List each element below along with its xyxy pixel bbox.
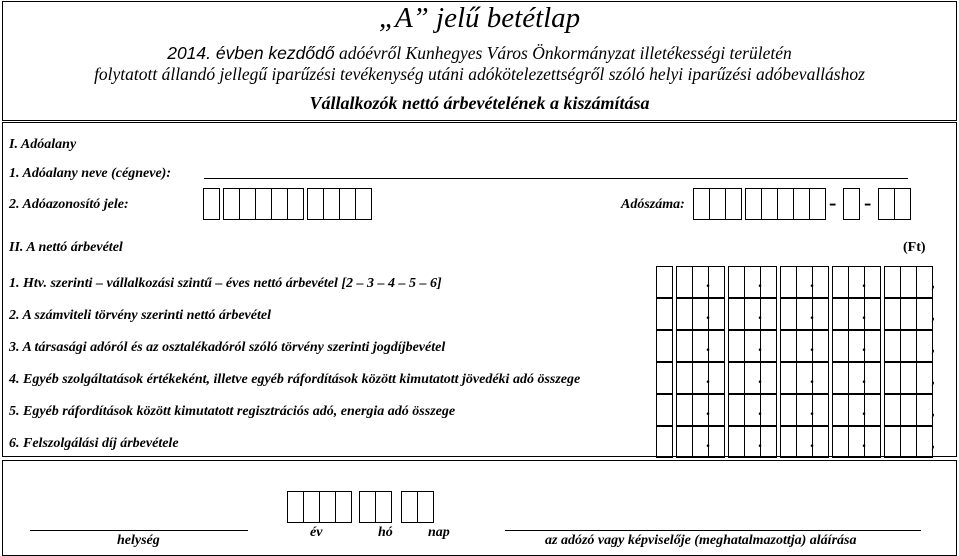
thousands-separator: . xyxy=(758,274,762,291)
tax-dash-2: - xyxy=(864,190,872,215)
digit-box[interactable] xyxy=(656,394,673,426)
digit-box[interactable] xyxy=(813,298,829,330)
digit-box[interactable] xyxy=(832,330,849,362)
digit-box[interactable] xyxy=(865,298,881,330)
digit-box[interactable] xyxy=(709,362,725,394)
digit-box[interactable] xyxy=(901,266,917,298)
tax-number-boxes-county[interactable] xyxy=(878,188,911,220)
digit-box[interactable] xyxy=(832,394,849,426)
unit-label: (Ft) xyxy=(903,240,926,255)
digit-box[interactable] xyxy=(324,188,340,220)
digit-box[interactable] xyxy=(656,362,673,394)
digit-box[interactable] xyxy=(884,362,901,394)
digit-box[interactable] xyxy=(761,266,777,298)
digit-box[interactable] xyxy=(813,266,829,298)
digit-box[interactable] xyxy=(709,298,725,330)
digit-box[interactable] xyxy=(865,362,881,394)
digit-box[interactable] xyxy=(884,266,901,298)
digit-box[interactable] xyxy=(709,426,725,458)
digit-box[interactable] xyxy=(780,394,797,426)
digit-box[interactable] xyxy=(794,188,810,220)
tax-number-box-vat[interactable] xyxy=(843,188,860,220)
amount-boxes[interactable] xyxy=(656,330,933,362)
row-label: 6. Felszolgálási díj árbevétele xyxy=(9,436,179,451)
decimal-comma: , xyxy=(931,434,935,451)
digit-box[interactable] xyxy=(884,298,901,330)
date-month-boxes[interactable] xyxy=(359,491,392,523)
digit-box[interactable] xyxy=(676,394,693,426)
thousands-separator: . xyxy=(706,306,710,323)
digit-box[interactable] xyxy=(865,330,881,362)
thousands-separator: . xyxy=(810,370,814,387)
form-title: „A” jelű betétlap xyxy=(378,2,581,34)
amount-boxes[interactable] xyxy=(656,426,933,458)
digit-box[interactable] xyxy=(884,330,901,362)
id-label: 2. Adóazonosító jele: xyxy=(9,197,129,212)
thousands-separator: . xyxy=(862,338,866,355)
digit-box[interactable] xyxy=(761,298,777,330)
header-line-3: Vállalkozók nettó árbevételének a kiszámítása xyxy=(309,93,650,113)
thousands-separator: . xyxy=(862,402,866,419)
digit-box[interactable] xyxy=(884,426,901,458)
digit-box[interactable] xyxy=(901,394,917,426)
digit-box[interactable] xyxy=(356,188,372,220)
name-field[interactable] xyxy=(204,178,908,179)
decimal-comma: , xyxy=(931,370,935,387)
amount-boxes[interactable] xyxy=(656,394,933,426)
digit-box[interactable] xyxy=(203,188,220,220)
thousands-separator: . xyxy=(810,338,814,355)
digit-box[interactable] xyxy=(676,266,693,298)
day-label: nap xyxy=(428,525,450,540)
digit-box[interactable] xyxy=(813,394,829,426)
digit-box[interactable] xyxy=(832,362,849,394)
digit-box[interactable] xyxy=(780,298,797,330)
digit-box[interactable] xyxy=(676,362,693,394)
digit-box[interactable] xyxy=(761,394,777,426)
digit-box[interactable] xyxy=(865,394,881,426)
section2-heading: II. A nettó árbevétel xyxy=(9,240,123,255)
signature-label: az adózó vagy képviselője (meghatalmazottja) aláírása xyxy=(545,533,857,548)
digit-box[interactable] xyxy=(676,426,693,458)
digit-box[interactable] xyxy=(728,426,745,458)
digit-box[interactable] xyxy=(728,266,745,298)
thousands-separator: . xyxy=(862,306,866,323)
thousands-separator: . xyxy=(758,402,762,419)
header-line-2: folytatott állandó jellegű iparűzési tevékenység utáni adókötelezettségről szóló helyi iparűzési adóbevalláshoz xyxy=(94,64,865,84)
digit-box[interactable] xyxy=(728,362,745,394)
digit-box[interactable] xyxy=(726,188,742,220)
section1-heading: I. Adóalany xyxy=(9,137,77,152)
digit-box[interactable] xyxy=(762,188,778,220)
amount-boxes[interactable] xyxy=(656,266,933,298)
digit-box[interactable] xyxy=(418,491,434,523)
thousands-separator: . xyxy=(810,434,814,451)
amount-boxes[interactable] xyxy=(656,298,933,330)
row-label: 3. A társasági adóról és az osztalékadóról szóló törvény szerinti jogdíjbevétel xyxy=(9,340,446,355)
row-label: 2. A számviteli törvény szerinti nettó árbevétel xyxy=(9,308,271,323)
digit-box[interactable] xyxy=(761,426,777,458)
place-line[interactable] xyxy=(30,530,248,531)
digit-box[interactable] xyxy=(340,188,356,220)
digit-box[interactable] xyxy=(709,330,725,362)
digit-box[interactable] xyxy=(780,362,797,394)
digit-box[interactable] xyxy=(832,298,849,330)
thousands-separator: . xyxy=(862,434,866,451)
decimal-comma: , xyxy=(931,274,935,291)
digit-box[interactable] xyxy=(709,394,725,426)
digit-box[interactable] xyxy=(832,266,849,298)
digit-box[interactable] xyxy=(288,188,304,220)
thousands-separator: . xyxy=(706,434,710,451)
month-label: hó xyxy=(378,525,393,540)
digit-box[interactable] xyxy=(778,188,794,220)
digit-box[interactable] xyxy=(336,491,352,523)
digit-box[interactable] xyxy=(728,394,745,426)
thousands-separator: . xyxy=(758,434,762,451)
digit-box[interactable] xyxy=(810,188,826,220)
row-label: 5. Egyéb ráfordítások között kimutatott regisztrációs adó, energia adó összege xyxy=(9,404,456,419)
digit-box[interactable] xyxy=(780,426,797,458)
digit-box[interactable] xyxy=(676,330,693,362)
date-year-boxes[interactable] xyxy=(287,491,352,523)
digit-box[interactable] xyxy=(878,188,895,220)
digit-box[interactable] xyxy=(304,491,320,523)
digit-box[interactable] xyxy=(656,298,673,330)
thousands-separator: . xyxy=(758,306,762,323)
digit-box[interactable] xyxy=(813,426,829,458)
digit-box[interactable] xyxy=(832,426,849,458)
tax-number-label: Adószáma: xyxy=(621,197,685,212)
name-label: 1. Adóalany neve (cégneve): xyxy=(9,166,171,181)
digit-box[interactable] xyxy=(728,298,745,330)
thousands-separator: . xyxy=(758,370,762,387)
place-label: helység xyxy=(117,533,160,548)
row-label: 1. Htv. szerinti – vállalkozási szintű – éves nettó árbevétel [2 – 3 – 4 – 5 – 6] xyxy=(9,276,442,291)
date-day-boxes[interactable] xyxy=(401,491,434,523)
digit-box[interactable] xyxy=(256,188,272,220)
thousands-separator: . xyxy=(706,274,710,291)
digit-box[interactable] xyxy=(780,330,797,362)
digit-box[interactable] xyxy=(813,362,829,394)
digit-box[interactable] xyxy=(843,188,860,220)
digit-box[interactable] xyxy=(709,266,725,298)
row-label: 4. Egyéb szolgáltatások értékeként, illetve egyéb ráfordítások között kimutatott jövedéki adó összege xyxy=(9,372,581,387)
decimal-comma: , xyxy=(931,306,935,323)
digit-box[interactable] xyxy=(272,188,288,220)
digit-box[interactable] xyxy=(901,426,917,458)
digit-box[interactable] xyxy=(895,188,911,220)
thousands-separator: . xyxy=(706,402,710,419)
digit-box[interactable] xyxy=(901,330,917,362)
digit-box[interactable] xyxy=(901,362,917,394)
decimal-comma: , xyxy=(931,402,935,419)
thousands-separator: . xyxy=(706,370,710,387)
digit-box[interactable] xyxy=(223,188,240,220)
digit-box[interactable] xyxy=(865,426,881,458)
header-line-1-rest: adóévről Kunhegyes Város Önkormányzat illetékességi területén xyxy=(334,43,792,63)
digit-box[interactable] xyxy=(307,188,324,220)
tax-number-boxes-main[interactable] xyxy=(693,188,826,220)
digit-box[interactable] xyxy=(656,330,673,362)
digit-box[interactable] xyxy=(901,298,917,330)
digit-box[interactable] xyxy=(320,491,336,523)
signature-line[interactable] xyxy=(505,530,921,531)
digit-box[interactable] xyxy=(287,491,304,523)
thousands-separator: . xyxy=(810,306,814,323)
tax-id-boxes[interactable] xyxy=(203,188,372,220)
digit-box[interactable] xyxy=(813,330,829,362)
tax-dash-1: - xyxy=(829,190,837,215)
year-text: 2014. évben kezdődő xyxy=(167,43,335,63)
digit-box[interactable] xyxy=(240,188,256,220)
thousands-separator: . xyxy=(862,370,866,387)
digit-box[interactable] xyxy=(761,330,777,362)
digit-box[interactable] xyxy=(359,491,376,523)
digit-box[interactable] xyxy=(761,362,777,394)
digit-box[interactable] xyxy=(884,394,901,426)
thousands-separator: . xyxy=(810,402,814,419)
decimal-comma: , xyxy=(931,338,935,355)
digit-box[interactable] xyxy=(728,330,745,362)
thousands-separator: . xyxy=(810,274,814,291)
digit-box[interactable] xyxy=(780,266,797,298)
digit-box[interactable] xyxy=(693,188,710,220)
digit-box[interactable] xyxy=(865,266,881,298)
year-label: év xyxy=(310,525,323,540)
digit-box[interactable] xyxy=(401,491,418,523)
digit-box[interactable] xyxy=(656,266,673,298)
digit-box[interactable] xyxy=(710,188,726,220)
thousands-separator: . xyxy=(758,338,762,355)
digit-box[interactable] xyxy=(676,298,693,330)
header-line-1 xyxy=(0,43,959,64)
thousands-separator: . xyxy=(706,338,710,355)
thousands-separator: . xyxy=(862,274,866,291)
digit-box[interactable] xyxy=(745,188,762,220)
digit-box[interactable] xyxy=(656,426,673,458)
digit-box[interactable] xyxy=(376,491,392,523)
amount-boxes[interactable] xyxy=(656,362,933,394)
